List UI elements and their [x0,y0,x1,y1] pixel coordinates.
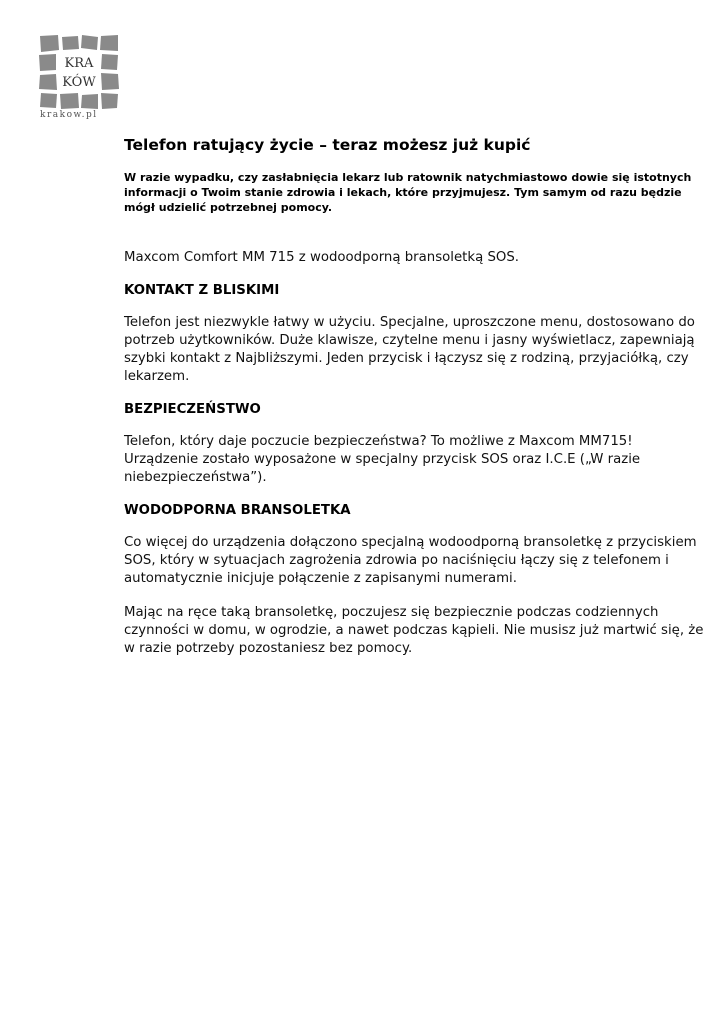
section-paragraph: Telefon, który daje poczucie bezpieczeństwa? To możliwe z Maxcom MM715! Urządzenie zostało wyposażone w specjalny przycisk SOS oraz I.C.E („W razie niebezpieczeństwa”). [124,434,641,485]
logo-caption: krakow.pl [40,110,98,120]
section-paragraph: Mając na ręce taką bransoletkę, poczujesz się bezpiecznie podczas codziennych czynności w domu, w ogrodzie, a nawet podczas kąpieli. Nie musisz już martwić się, że w razie potrzeby pozostaniesz bez pomocy. [124,605,704,656]
article [124,136,704,674]
logo-tile [81,35,98,50]
section-heading-contact: KONTAKT Z BLISKIMI [124,283,280,298]
logo-tile [40,93,57,108]
section-heading-safety: BEZPIECZEŃSTWO [124,402,261,417]
logo-tile [101,93,118,109]
logo-tile [101,73,119,90]
logo-tile [39,74,57,90]
logo-tile [81,94,98,109]
logo-text-line-2: KÓW [62,75,96,90]
article-intro: Maxcom Comfort MM 715 z wodoodporną bransoletką SOS. [124,250,520,265]
section-heading-bracelet: WODODPORNA BRANSOLETKA [124,503,351,518]
logo-tile [39,54,56,71]
logo-tile [100,35,118,51]
logo-tile [101,54,118,70]
article-title: Telefon ratujący życie – teraz możesz już kupić [124,136,531,154]
article-lead: W razie wypadku, czy zasłabnięcia lekarz lub ratownik natychmiastowo dowie się istotnych informacji o Twoim stanie zdrowia i lekach, które przyjmujesz. Tym samym od razu będzie mógł udzielić potrzebnej pomocy. [124,171,692,214]
logo-tile [60,93,79,109]
section-paragraph: Co więcej do urządzenia dołączono specjalną wodoodporną bransoletkę z przyciskiem SOS, który w sytuacjach zagrożenia zdrowia po naciśnięciu łączy się z telefonem i automatycznie inicjuje połączenie z zapisanymi numerami. [124,535,697,586]
logo-tile [62,36,79,50]
section-paragraph: Telefon jest niezwykle łatwy w użyciu. Specjalne, uproszczone menu, dostosowano do potrzeb użytkowników. Duże klawisze, czytelne menu i jasny wyświetlacz, zapewniają szybki kontakt z Najbliższymi. Jeden przycisk i łączysz się z rodziną, przyjaciółką, czy lekarzem. [124,315,695,384]
logo-tile [40,35,59,52]
logo-text-line-1: KRA [64,56,94,71]
